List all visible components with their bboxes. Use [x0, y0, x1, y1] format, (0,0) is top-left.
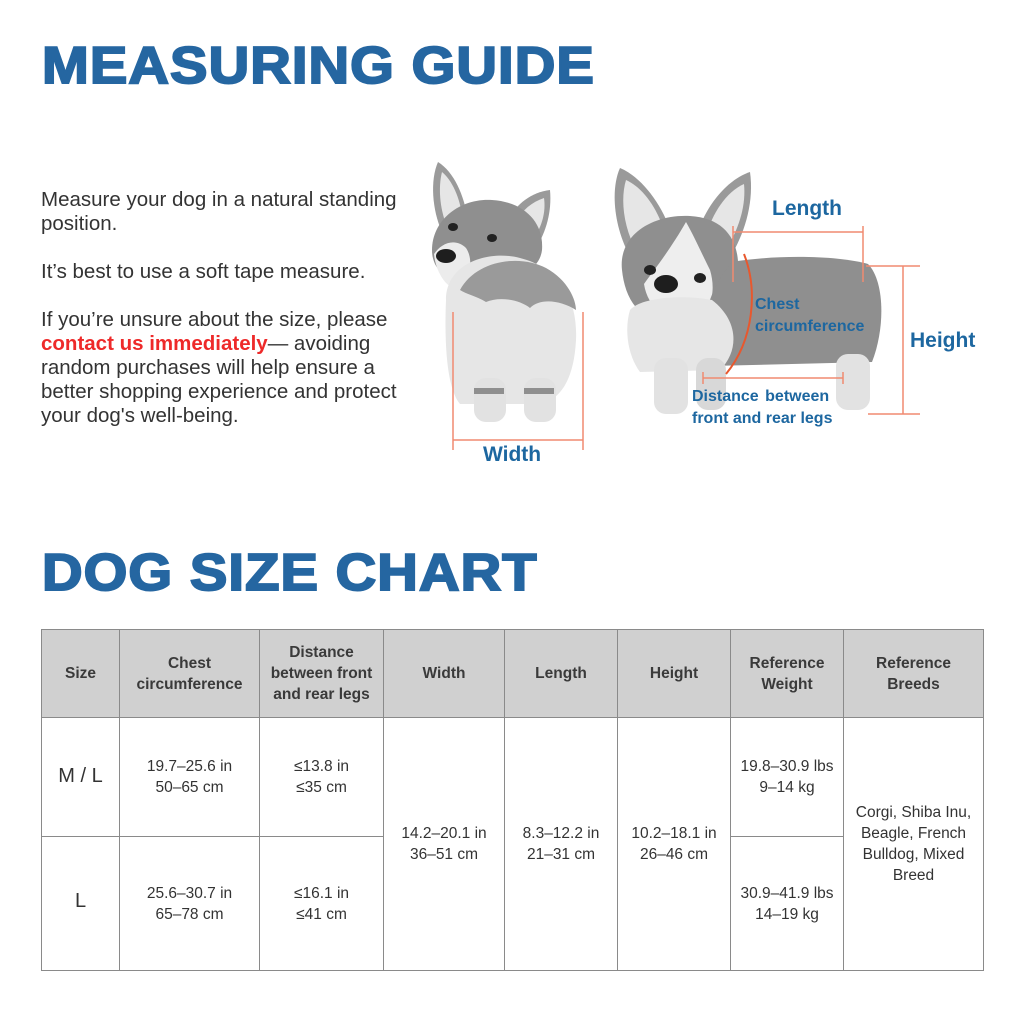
chest-label-line1: Chest — [755, 296, 800, 313]
intro-paragraph-3 — [41, 308, 411, 428]
size-chart-table — [41, 629, 984, 971]
header-weight: Reference Weight — [731, 630, 844, 718]
size-chart-title: DOG SIZE CHART — [42, 544, 538, 602]
height-label: Height — [910, 329, 976, 352]
header-width: Width — [384, 630, 505, 718]
weight-cell: 19.8–30.9 lbs 9–14 kg — [731, 718, 844, 837]
contact-us-link[interactable]: contact us immediately — [41, 332, 268, 355]
table-row — [42, 718, 984, 837]
height-cell: 10.2–18.1 in 26–46 cm — [618, 718, 731, 971]
chest-label-line2: circumference — [755, 318, 865, 335]
measuring-guide-title: MEASURING GUIDE — [42, 37, 595, 95]
corgi-rear-view-illustration — [420, 150, 590, 450]
header-chest: Chest circumference — [120, 630, 260, 718]
header-breeds: Reference Breeds — [844, 630, 984, 718]
breeds-cell: Corgi, Shiba Inu, Beagle, French Bulldog, Mixed Breed — [844, 718, 984, 971]
length-cell: 8.3–12.2 in 21–31 cm — [505, 718, 618, 971]
intro-p3-after: — avoiding random purchases will help ensure a better shopping experience and protect your dog's well-being. — [41, 332, 397, 427]
intro-p3-before: If you’re unsure about the size, please — [41, 308, 388, 331]
header-distance: Distance between front and rear legs — [260, 630, 384, 718]
header-size: Size — [42, 630, 120, 718]
size-cell: L — [42, 837, 120, 971]
intro-text — [41, 188, 411, 452]
intro-paragraph-2: It’s best to use a soft tape measure. — [41, 260, 366, 283]
chest-cell: 19.7–25.6 in 50–65 cm — [120, 718, 260, 837]
distance-cell: ≤13.8 in ≤35 cm — [260, 718, 384, 837]
distance-label-line2: front and rear legs — [692, 410, 833, 427]
size-cell: M / L — [42, 718, 120, 837]
length-label: Length — [772, 197, 842, 220]
intro-paragraph-1: Measure your dog in a natural standing position. — [41, 188, 397, 235]
header-height: Height — [618, 630, 731, 718]
table-header-row — [42, 630, 984, 718]
width-cell: 14.2–20.1 in 36–51 cm — [384, 718, 505, 971]
chest-cell: 25.6–30.7 in 65–78 cm — [120, 837, 260, 971]
distance-cell: ≤16.1 in ≤41 cm — [260, 837, 384, 971]
distance-label-line1: Distance between — [692, 388, 830, 405]
header-length: Length — [505, 630, 618, 718]
weight-cell: 30.9–41.9 lbs 14–19 kg — [731, 837, 844, 971]
width-label: Width — [483, 443, 542, 466]
